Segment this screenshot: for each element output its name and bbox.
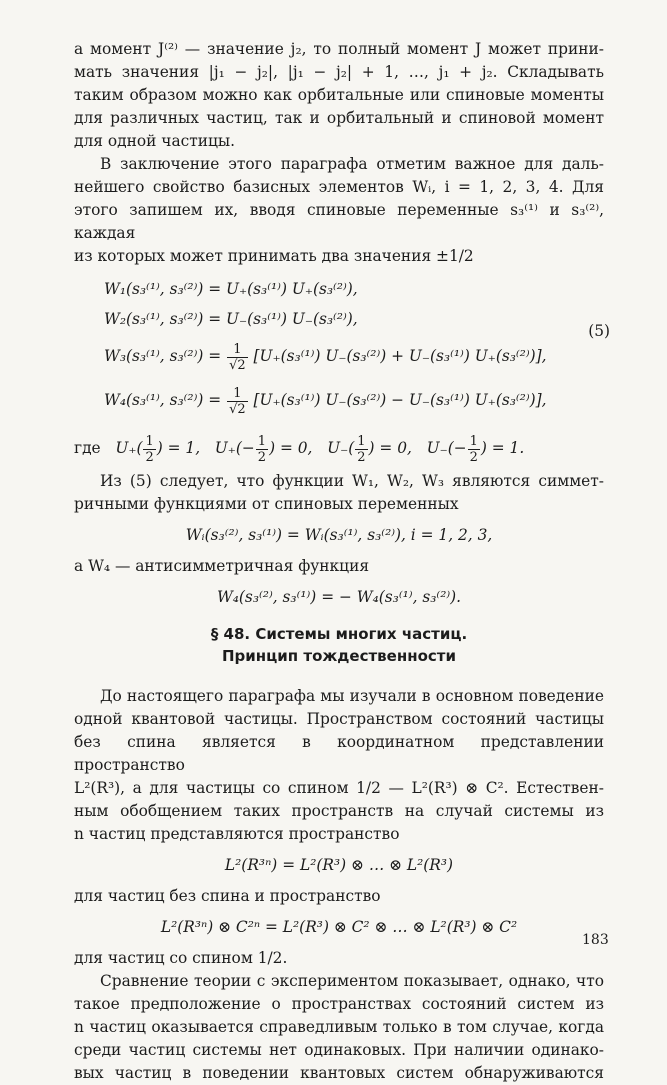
text-line: таким образом можно как орбитальные или спиновые моменты <box>74 86 604 104</box>
equation-w3 <box>104 334 604 378</box>
text-line: для частиц со спином 1/2. <box>74 949 288 967</box>
text-line: из которых может принимать два значения ±1/2 <box>74 247 474 265</box>
text-line: для частиц без спина и пространство <box>74 887 381 905</box>
text-line: одной квантовой частицы. Пространством состояний частицы <box>74 710 604 728</box>
equation-w3-lhs: W₃(s₃⁽¹⁾, s₃⁽²⁾) = <box>104 347 222 365</box>
where-expr: ) = 0, <box>269 439 313 457</box>
fraction-half <box>143 434 155 465</box>
text-line: ричными функциями от спиновых переменных <box>74 495 459 513</box>
fraction-half <box>256 434 268 465</box>
fraction-denominator: 2 <box>357 449 366 465</box>
where-expr: U₋(− <box>426 439 467 457</box>
fraction-numerator: 1 <box>469 433 478 449</box>
paragraph-experiment <box>74 970 604 1085</box>
equation-number: (5) <box>588 322 610 340</box>
where-expr: ) = 1. <box>480 439 525 457</box>
text-line: среди частиц системы нет одинаковых. При наличии одинако- <box>74 1041 604 1059</box>
equation-5 <box>104 274 610 422</box>
where-expr: U₊( <box>115 439 143 457</box>
equation-w4-lhs: W₄(s₃⁽¹⁾, s₃⁽²⁾) = <box>104 391 222 409</box>
text-line: нейшего свойство базисных элементов Wᵢ, i = 1, 2, 3, 4. Для <box>74 178 604 196</box>
fraction-denominator: 2 <box>257 449 267 465</box>
section-heading-line1: § 48. Системы многих частиц. <box>210 625 468 643</box>
section-heading-line2: Принцип тождественности <box>222 647 456 665</box>
text-line: вых частиц в поведении квантовых систем обнаруживаются <box>74 1064 604 1082</box>
where-expr: ) = 1, <box>156 439 201 457</box>
text-line: мать значения |j₁ − j₂|, |j₁ − j₂| + 1, …, j₁ + j₂. Складывать <box>74 63 604 81</box>
text-line: Сравнение теории с экспериментом показывает, однако, что <box>100 972 604 990</box>
text-line: n частиц представляются пространство <box>74 825 400 843</box>
where-word: где <box>74 439 101 457</box>
paragraph-state-spaces <box>74 685 604 846</box>
equation-space-spin: L²(R³ⁿ) ⊗ C²ⁿ = L²(R³) ⊗ C² ⊗ … ⊗ L²(R³) ⊗ C² <box>160 918 518 936</box>
fraction-denominator: √2 <box>229 357 246 373</box>
text-line: Из (5) следует, что функции W₁, W₂, W₃ являются симмет- <box>100 472 604 490</box>
equation-antisymmetric: W₄(s₃⁽²⁾, s₃⁽¹⁾) = − W₄(s₃⁽¹⁾, s₃⁽²⁾). <box>216 588 462 606</box>
page-body <box>74 38 610 1085</box>
where-line <box>74 426 604 470</box>
paragraph-moments <box>74 38 604 153</box>
fraction <box>227 342 248 373</box>
paragraph-basis-elements <box>74 153 604 268</box>
equation-w3-rhs: [U₊(s₃⁽¹⁾) U₋(s₃⁽²⁾) + U₋(s₃⁽¹⁾) U₊(s₃⁽²⁾)], <box>253 347 547 365</box>
text-line: До настоящего параграфа мы изучали в основном поведение <box>100 687 604 705</box>
equation-w1: W₁(s₃⁽¹⁾, s₃⁽²⁾) = U₊(s₃⁽¹⁾) U₊(s₃⁽²⁾), <box>104 280 358 298</box>
where-expr: ) = 0, <box>368 439 412 457</box>
fraction-numerator: 1 <box>145 433 154 449</box>
text-line: этого запишем их, вводя спиновые переменные s₃⁽¹⁾ и s₃⁽²⁾, каждая <box>74 201 604 242</box>
page-number: 183 <box>582 932 609 948</box>
fraction-numerator: 1 <box>257 433 267 449</box>
text-line: n частиц оказывается справедливым только в том случае, когда <box>74 1018 604 1036</box>
section-heading <box>74 623 604 667</box>
fraction <box>227 386 248 417</box>
equation-w4 <box>104 378 604 422</box>
fraction-half <box>355 434 367 465</box>
fraction-denominator: √2 <box>229 401 246 417</box>
text-line: ным обобщением таких пространств на случай системы из <box>74 802 604 820</box>
text-line: для одной частицы. <box>74 132 236 150</box>
text-line: В заключение этого параграфа отметим важное для даль- <box>100 155 604 173</box>
text-line: а W₄ — антисимметричная функция <box>74 557 370 575</box>
equation-symmetric: Wᵢ(s₃⁽²⁾, s₃⁽¹⁾) = Wᵢ(s₃⁽¹⁾, s₃⁽²⁾), i = 1, 2, 3, <box>185 526 493 544</box>
equation-w4-rhs: [U₊(s₃⁽¹⁾) U₋(s₃⁽²⁾) − U₋(s₃⁽¹⁾) U₊(s₃⁽²⁾)], <box>253 391 547 409</box>
fraction-numerator: 1 <box>227 342 248 358</box>
where-expr: U₊(− <box>214 439 255 457</box>
text-line: а момент J⁽²⁾ — значение j₂, то полный момент J может прини- <box>74 40 604 58</box>
equation-w2: W₂(s₃⁽¹⁾, s₃⁽²⁾) = U₋(s₃⁽¹⁾) U₋(s₃⁽²⁾), <box>104 310 358 328</box>
text-line: без спина является в координатном представлении пространство <box>74 733 604 774</box>
fraction-half <box>468 434 480 465</box>
where-expr: U₋( <box>327 439 355 457</box>
equation-space-no-spin: L²(R³ⁿ) = L²(R³) ⊗ … ⊗ L²(R³) <box>224 856 454 874</box>
fraction-denominator: 2 <box>145 449 154 465</box>
text-line: L²(R³), а для частицы со спином 1/2 — L²(R³) ⊗ C². Естествен- <box>74 779 604 797</box>
fraction-numerator: 1 <box>227 386 248 402</box>
fraction-numerator: 1 <box>357 433 366 449</box>
paragraph-symmetry <box>74 470 604 516</box>
fraction-denominator: 2 <box>469 449 478 465</box>
text-line: такое предположение о пространствах состояний систем из <box>74 995 604 1013</box>
text-line: для различных частиц, так и орбитальный и спиновой момент <box>74 109 604 127</box>
